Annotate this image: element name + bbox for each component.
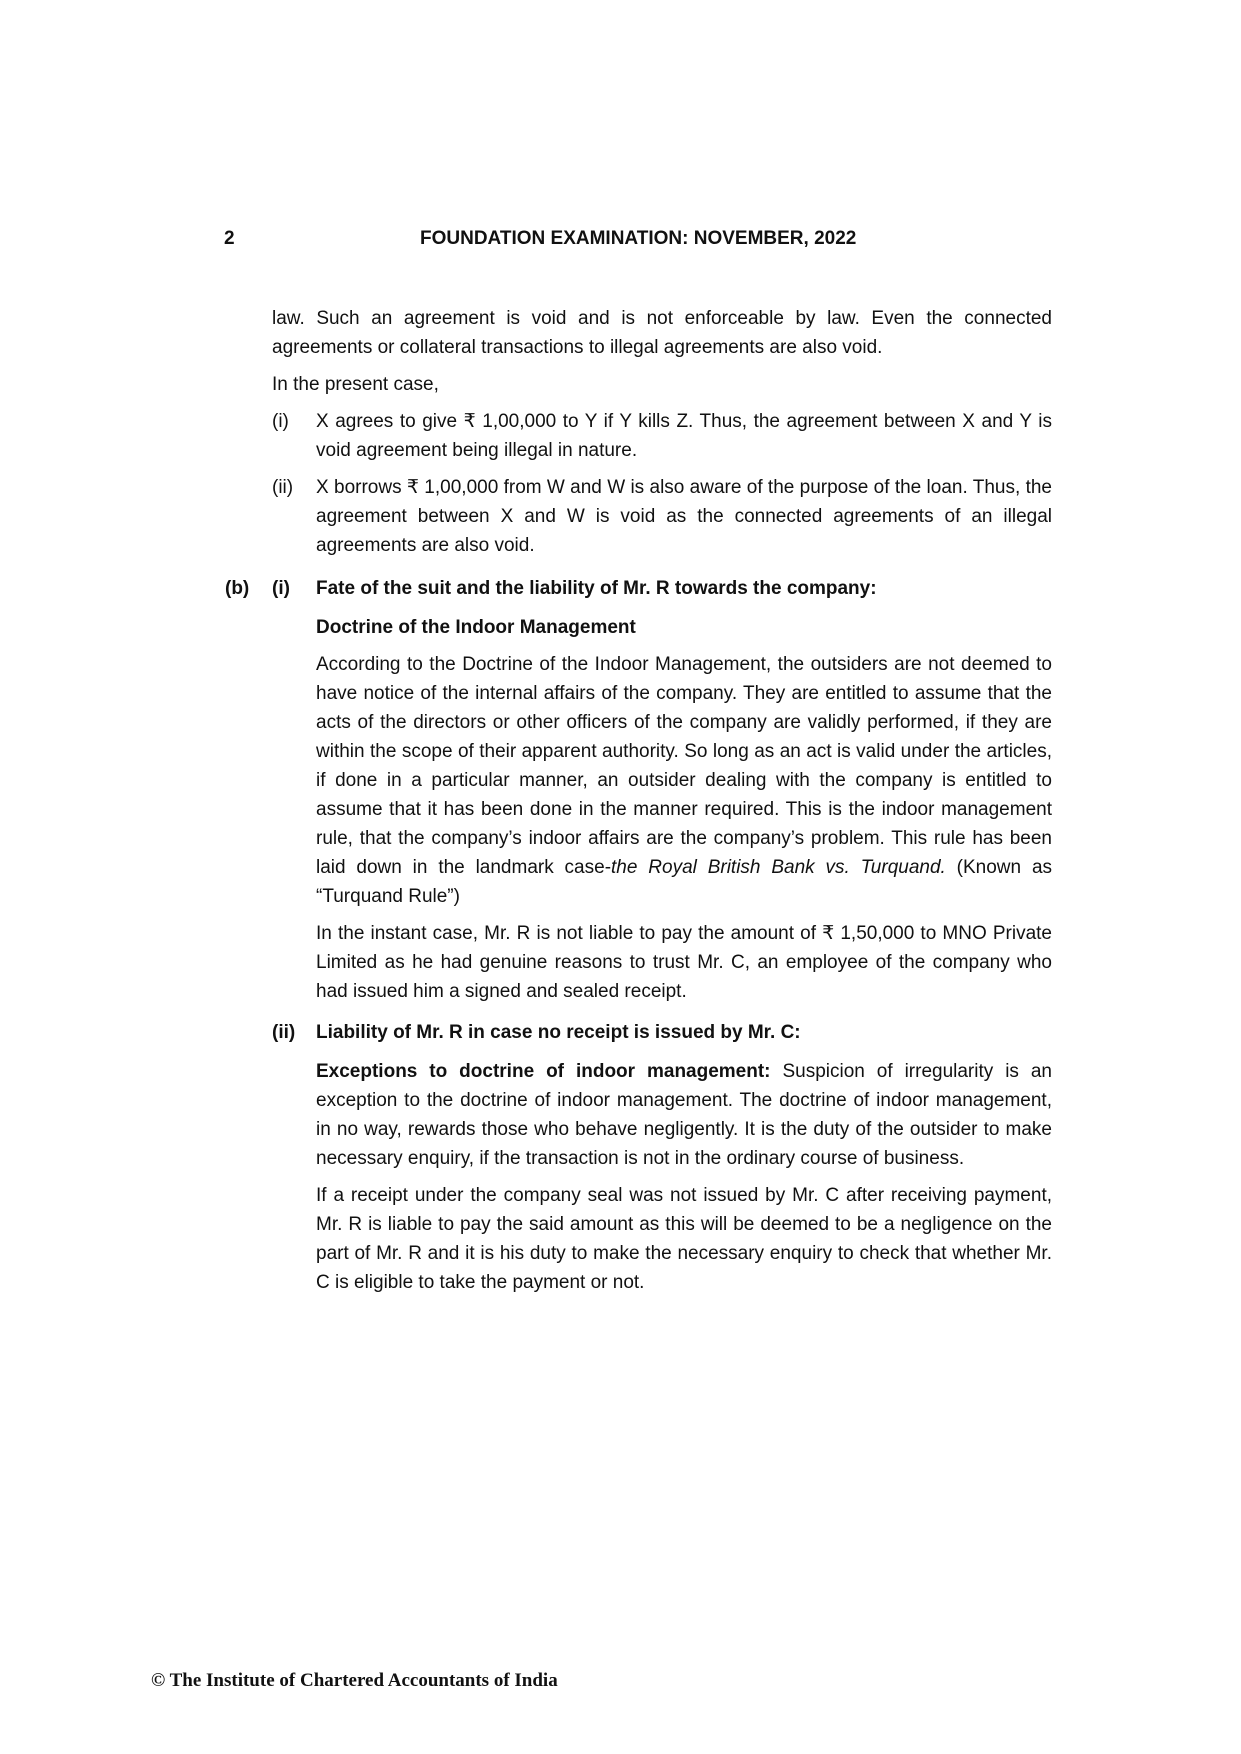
part-i-heading bbox=[272, 574, 1052, 603]
running-header: FOUNDATION EXAMINATION: NOVEMBER, 2022 bbox=[420, 228, 857, 249]
doctrine-paragraph bbox=[316, 650, 1052, 911]
exceptions-lead: Exceptions to doctrine of indoor management: bbox=[316, 1061, 771, 1082]
list-item bbox=[272, 407, 1052, 465]
intro-paragraph: law. Such an agreement is void and is not enforceable by law. Even the connected agreements or collateral transactions to illegal agreements are also void. bbox=[272, 308, 1052, 358]
list-marker: (ii) bbox=[272, 477, 294, 498]
list-item bbox=[272, 473, 1052, 560]
part-i-marker: (i) bbox=[272, 578, 290, 599]
list-item-text: X borrows ₹ 1,00,000 from W and W is also aware of the purpose of the loan. Thus, the agreement between X and W is void as the connected agreements of an illegal agreements are also void. bbox=[316, 477, 1052, 556]
list-item-text: X agrees to give ₹ 1,00,000 to Y if Y kills Z. Thus, the agreement between X and Y is void agreement being illegal in nature. bbox=[316, 411, 1052, 461]
section-b-marker: (b) bbox=[225, 578, 250, 599]
case-suffix: (Known as “Turquand Rule”) bbox=[316, 857, 1053, 907]
doctrine-text: According to the Doctrine of the Indoor Management, the outsiders are not deemed to have notice of the internal affairs of the company. They are entitled to assume that the acts of the directors or other officers of the company are validly performed, if they are within the scope of their apparent authority. So long as an act is valid under the articles, if done in a particular manner, an outsider dealing with the company is entitled to assume that it has been done in the manner required. This is the indoor management rule, that the company’s indoor affairs are the company’s problem. This rule has been laid down in the landmark case- bbox=[316, 654, 1052, 878]
exceptions-paragraph bbox=[316, 1057, 1052, 1173]
part-ii bbox=[272, 1018, 1052, 1297]
list-marker: (i) bbox=[272, 411, 289, 432]
part-ii-heading-text: Liability of Mr. R in case no receipt is issued by Mr. C: bbox=[316, 1022, 801, 1043]
footer-copyright: © The Institute of Chartered Accountants of India bbox=[151, 1670, 558, 1691]
part-ii-marker: (ii) bbox=[272, 1022, 296, 1043]
present-case-line: In the present case, bbox=[272, 374, 439, 395]
case-name: the Royal British Bank vs. Turquand. bbox=[611, 857, 946, 878]
section-b bbox=[225, 574, 1053, 1297]
instant-case-paragraph: In the instant case, Mr. R is not liable to pay the amount of ₹ 1,50,000 to MNO Private Limited as he had genuine reasons to trust Mr. C, an employee of the company who had issued him a signed and sealed receipt. bbox=[316, 923, 1052, 1002]
doctrine-subheading: Doctrine of the Indoor Management bbox=[316, 617, 636, 638]
exceptions-text: Suspicion of irregularity is an exception to the doctrine of indoor management. The doctrine of indoor management, in no way, rewards those who behave negligently. It is the duty of the outsider to make necessary enquiry, if the transaction is not in the ordinary course of business. bbox=[316, 1061, 1052, 1169]
part-i bbox=[272, 574, 1052, 1006]
part-i-heading-text: Fate of the suit and the liability of Mr. R towards the company: bbox=[316, 578, 877, 599]
page-content bbox=[225, 304, 1053, 1309]
page-number: 2 bbox=[224, 228, 235, 249]
part-ii-heading bbox=[272, 1018, 1052, 1047]
receipt-paragraph: If a receipt under the company seal was not issued by Mr. C after receiving payment, Mr. R is liable to pay the said amount as this will be deemed to be a negligence on the part of Mr. R and it is his duty to make the necessary enquiry to check that whether Mr. C is eligible to take the payment or not. bbox=[316, 1185, 1052, 1293]
